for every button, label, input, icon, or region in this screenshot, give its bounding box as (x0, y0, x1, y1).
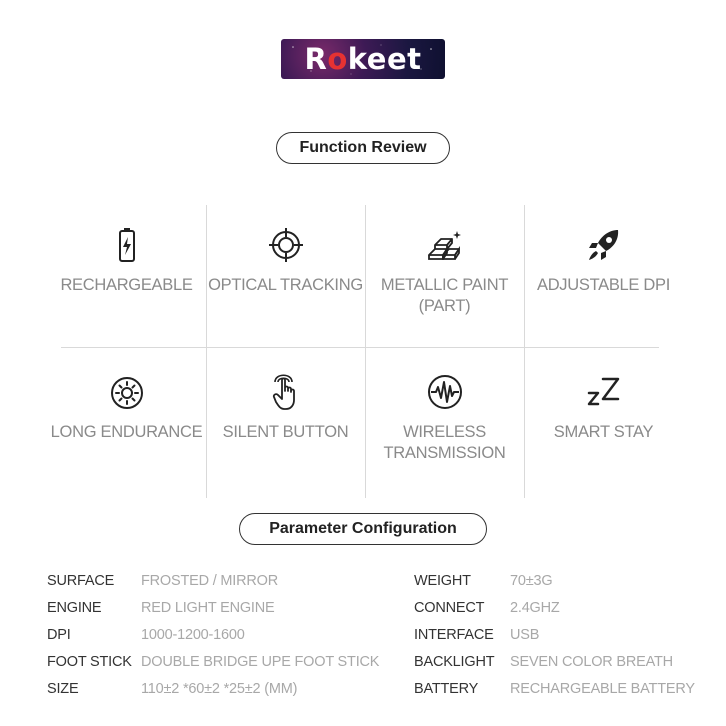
crosshair-icon (266, 225, 306, 265)
param-value: DOUBLE BRIDGE UPE FOOT STICK (141, 653, 380, 670)
param-row (414, 648, 695, 675)
wave-signal-icon (425, 372, 465, 412)
feature-label: RECHARGEABLE (60, 276, 193, 294)
gold-bars-icon (425, 225, 465, 265)
feature-adjustable-dpi (524, 205, 683, 351)
sun-gear-icon (107, 372, 147, 412)
feature-long-endurance (47, 352, 206, 498)
param-row (47, 595, 379, 622)
feature-silent-button (206, 352, 365, 498)
param-row (414, 622, 695, 649)
feature-grid (47, 205, 683, 498)
param-row (47, 675, 379, 702)
logo-wordmark: Rokeet (304, 42, 422, 76)
param-row (414, 568, 695, 595)
param-value: 2.4GHZ (510, 600, 560, 617)
param-row (47, 568, 379, 595)
feature-label: SMART STAY (553, 423, 654, 441)
param-row (414, 595, 695, 622)
param-key: ENGINE (47, 600, 102, 617)
feature-label: ADJUSTABLE DPI (536, 276, 671, 294)
param-key: BATTERY (414, 680, 479, 697)
feature-wireless-transmission (365, 352, 524, 498)
param-key: CONNECT (414, 600, 485, 617)
param-value: 1000-1200-1600 (141, 626, 245, 643)
param-key: WEIGHT (414, 573, 471, 590)
param-row (47, 622, 379, 649)
param-key: SURFACE (47, 573, 115, 590)
feature-label: METALLIC PAINT (PART) (380, 276, 509, 315)
param-row (414, 675, 695, 702)
section-title-function-review: Function Review (276, 132, 450, 164)
sleep-zz-icon (584, 372, 624, 412)
param-value: USB (510, 626, 540, 643)
param-value: 70±3G (510, 573, 553, 590)
section-title-parameter-configuration: Parameter Configuration (239, 513, 487, 545)
param-key: DPI (47, 626, 71, 643)
battery-charging-icon (107, 225, 147, 265)
param-value: RECHARGEABLE BATTERY (510, 680, 695, 697)
rocket-icon (584, 225, 624, 265)
param-value: RED LIGHT ENGINE (141, 600, 275, 617)
param-key: BACKLIGHT (414, 653, 495, 670)
param-key: INTERFACE (414, 626, 494, 643)
param-value: SEVEN COLOR BREATH (510, 653, 673, 670)
param-key: FOOT STICK (47, 653, 132, 670)
param-key: SIZE (47, 680, 79, 697)
param-value: 110±2 *60±2 *25±2 (MM) (141, 680, 298, 697)
feature-metallic-paint (365, 205, 524, 351)
feature-label: WIRELESS TRANSMISSION (383, 423, 506, 462)
feature-label: SILENT BUTTON (222, 423, 349, 441)
param-row (47, 648, 379, 675)
param-value: FROSTED / MIRROR (141, 573, 278, 590)
params-left-column (47, 568, 379, 702)
brand-logo (281, 39, 445, 79)
finger-touch-icon (266, 372, 306, 412)
feature-label: LONG ENDURANCE (50, 423, 203, 441)
feature-rechargeable (47, 205, 206, 351)
feature-optical-tracking (206, 205, 365, 351)
params-right-column (414, 568, 695, 702)
feature-smart-stay (524, 352, 683, 498)
feature-label: OPTICAL TRACKING (208, 276, 363, 294)
